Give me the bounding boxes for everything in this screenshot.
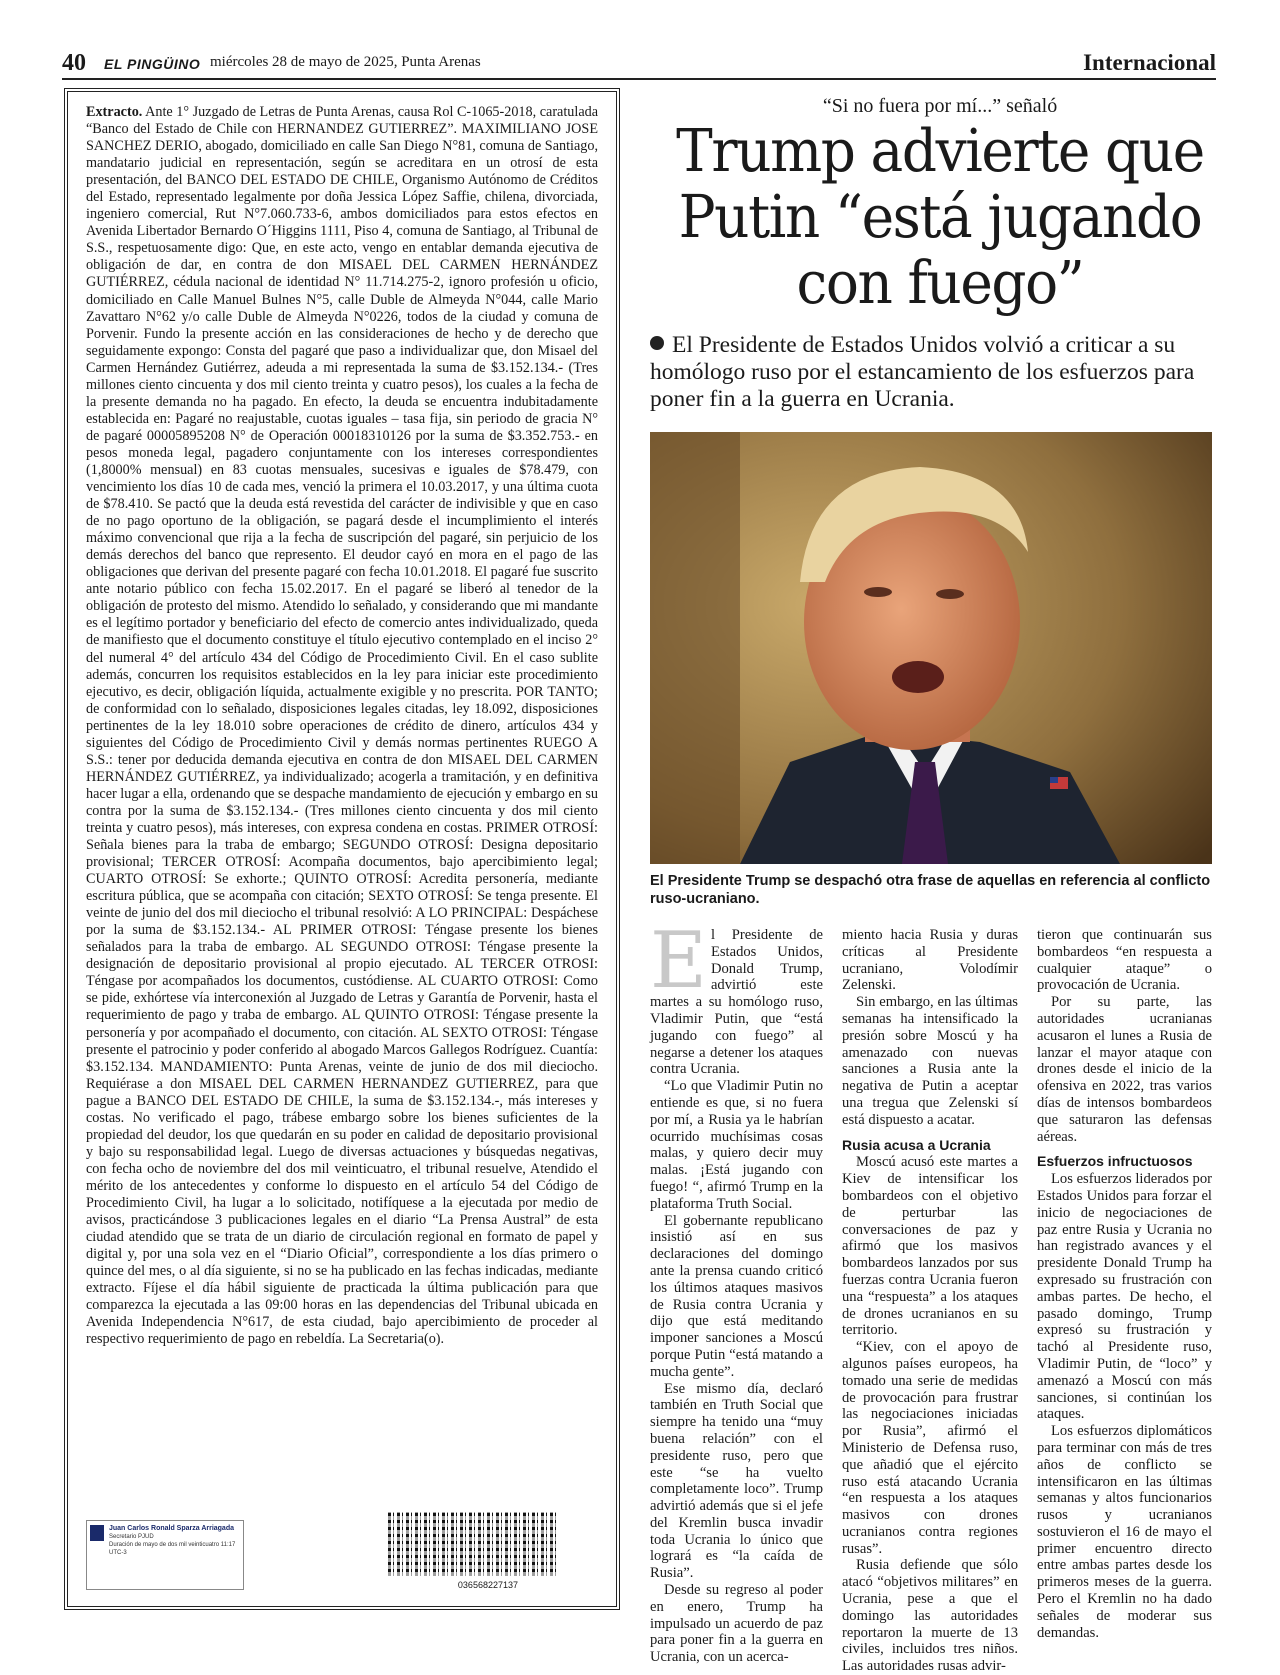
- trump-portrait-icon: [650, 432, 1212, 864]
- section-title: Internacional: [1083, 50, 1216, 75]
- dateline: miércoles 28 de mayo de 2025, Punta Arenas: [210, 54, 481, 70]
- verification-code-icon: [388, 1512, 558, 1576]
- page-header: [62, 50, 1216, 78]
- bullet-icon: [650, 336, 664, 350]
- notice-footer: [86, 1512, 598, 1596]
- pjud-logo-icon: [90, 1525, 104, 1541]
- signature-detail: Duración de mayo de dos mil veinticuatro 11:17: [109, 1542, 236, 1548]
- article-column-1: [650, 916, 823, 1666]
- article-kicker: “Si no fuera por mí...” señaló: [822, 95, 1058, 117]
- paragraph: l Presidente de Estados Unidos, Donald Trump, advirtió este martes a su homólogo ruso, Vladimir Putin, que “está jugando con fuego” al negarse a detener los ataques contra Ucrania.: [650, 927, 823, 1078]
- paragraph: Sin embargo, en las últimas semanas ha intensificado la presión sobre Moscú y ha amenazado con nuevas sanciones a Rusia ante la negativa de Putin a aceptar una tregua que Zelenski sí está dispuesto a acatar.: [842, 994, 1018, 1128]
- paragraph: Los esfuerzos liderados por Estados Unidos para forzar el inicio de negociaciones de paz entre Rusia y Ucrania no han registrado avances y el presidente Donald Trump ha expresado su frustración con ambas partes. De hecho, el pasado domingo, Trump expresó su frustración y tachó al Presidente ruso, Vladimir Putin, de “loco” y amenazó a Moscú con más sanciones, si continúan los ataques.: [1037, 1171, 1212, 1423]
- paragraph: Desde su regreso al poder en enero, Trump ha impulsado un acuerdo de paz para poner fin a la guerra en Ucrania, con un acerca-: [650, 1582, 823, 1666]
- notice-lead: Extracto.: [86, 104, 143, 120]
- signature-timezone: UTC-3: [109, 1550, 127, 1556]
- page-number: 40: [62, 50, 86, 76]
- paragraph: “Lo que Vladimir Putin no entiende es que, si no fuera por mí, a Rusia ya le habrían ocurrido muchísimas cosas malas, y quiero decir muy malas. ¡Está jugando con fuego! “, afirmó Trump en la plataforma Truth Social.: [650, 1078, 823, 1212]
- subheading: Esfuerzos infructuosos: [1037, 1153, 1193, 1170]
- photo-caption: El Presidente Trump se despachó otra frase de aquellas en referencia al conflicto ruso-ucraniano.: [650, 873, 1211, 907]
- notice-text: [86, 104, 598, 1348]
- signature-name: Juan Carlos Ronald Sparza Arriagada: [109, 1525, 234, 1532]
- notice-body: Ante 1° Juzgado de Letras de Punta Arenas, causa Rol C-1065-2018, caratulada “Banco del Estado de Chile con HERNANDEZ GUTIERREZ”. MAXIMILIANO JOSE SANCHEZ DERIO, abogado, domiciliado en calle San Diego N°81, comuna de Santiago, mandatario judicial en representación, según se acreditara en un otrosí de esta presentación, del BANCO DEL ESTADO DE CHILE, Organismo Autónomo de Créditos del Estado, representado legalmente por doña Jessica López Saffie, chilena, divorciada, ingeniero comercial, Rut N°7.060.733-6, ambos domiciliados para estos efectos en Avenida Libertador Bernardo O´Higgins 1111, Piso 4, comuna de Santiago, al Tribunal de S.S., respetuosamente digo: Que, en este acto, vengo en entablar demanda ejecutiva de obligación de dar, en contra de don MISAEL DEL CARMEN HERNÁNDEZ GUTIÉRREZ, cédula nacional de identidad N° 11.714.275-2, ignoro profesión u oficio, domiciliado en Calle Manuel Bulnes N°5, calle Duble de Almeyda N°044, calle Mario Zavattaro N°62 y/o calle Duble de Almeyda N°0226, todos de la ciudad y comuna de Porvenir. Fundo la presente acción en las consideraciones de hecho y de derecho que seguidamente expongo: Consta del pagaré que paso a individualizar que, don Misael del Carmen Hernández Gutiérrez, adeuda a mi representada la suma de $3.152.134.- (Tres millones ciento cincuenta y dos mil ciento treinta y cuatro pesos), los cuales a la fecha de la presente demanda no ha pagado. En efecto, la deuda se encuentra indubitadamente establecida en: Pagaré no reajustable, cuotas iguales – tasa fija, sin periodo de gracia N° de pagaré 00005895208 N° de Operación 00018310126 por la suma de $3.352.753.- en pesos moneda legal, pagadero conjuntamente con los intereses correspondientes (1,8000% mensual) en 83 cuotas mensuales, sucesivas e iguales de $78.479, con vencimiento los días 10 de cada mes, venció la primera el 10.03.2017, y una última cuota de $78.410. Se pactó que la deuda está revestida del carácter de indivisible y que en caso de no pago oportuno de la obligación, se pagará desde el incumplimiento el interés máximo convencional que rija a la fecha de suscripción del pagaré, sin perjuicio de los demás derechos del banco que represento. El deudor cayó en mora en el pago de las obligaciones que derivan del presente pagaré con fecha 10.01.2018. El pagaré fue suscrito ante notario público con fecha 15.02.2017. En el pagaré se liberó al tenedor de la obligación de protesto del mismo. Atendido lo señalado, y considerando que mi mandante es el legítimo portador y beneficiario del efecto de comercio antes individualizado, queda de manifiesto que el documento constituye el título ejecutivo contemplado en el inciso 2° del numeral 4° del artículo 434 del Código de Procedimiento Civil. En el caso sublite además, concurren los requisitos establecidos en la ley para iniciar este procedimiento ejecutivo, es decir, obligación líquida, actualmente exigible y no prescrita. POR TANTO; de conformidad con lo señalado, disposiciones legales citadas, ley 18.092, disposiciones pertinentes de la ley 18.010 sobre operaciones de crédito de dinero, artículos 434 y siguientes del Código de Procedimiento Civil y demás normas pertinentes RUEGO A S.S.: tener por deducida demanda ejecutiva en contra de don MISAEL DEL CARMEN HERNÁNDEZ GUTIÉRREZ, ya individualizado; acogerla a tramitación, y en definitiva hacer lugar a ella, ordenando que se despache mandamiento de ejecución y embargo en su contra por la suma de $3.152.134.- (Tres millones ciento cincuenta y dos mil ciento treinta y cuatro pesos), más intereses, con expresa condena en costas. PRIMER OTROSÍ: Señala bienes para la traba de embargo; SEGUNDO OTROSÍ: Designa depositario provisional; TERCER OTROSÍ: Acompaña documentos, bajo apercibimiento legal; CUARTO OTROSÍ: Se exhorte.; QUINTO OTROSÍ: Acredita personería, mediante escritura pública, que se acompaña con citación; SEXTO OTROSÍ: Se tenga presente. El veinte de junio del dos mil dieciocho el tribunal resolvió: A LO PRINCIPAL: Despáchese por la suma de $3.152.134.- AL PRIMER OTROSI: Téngase presente los bienes señalados para la traba de embargo. AL SEGUNDO OTROSI: Téngase presente la designación de depositario provisional al propio ejecutado. AL TERCER OTROSI: Téngase por acompañados los documentos, custódiense. AL CUARTO OTROSI: Como se pide, exhórtese vía interconexión al Juzgado de Letras y Garantía de Porvenir, hasta el requerimiento de pago y traba de embargo. AL QUINTO OTROSI: Téngase presente la personería y por acompañado el documento, con citación. AL SEXTO OTROSI: Téngase presente el patrocinio y poder conferido al abogado Marcos Gallegos Rodríguez. Cuantía: $3.152.134. MANDAMIENTO: Punta Arenas, veinte de junio de dos mil dieciocho. Requiérase a don MISAEL DEL CARMEN HERNANDEZ GUTIERREZ, para que pague a BANCO DEL ESTADO DE CHILE, la suma de $3.152.134.-, más intereses y costas. No verificado el pago, trábese embargo sobre los bienes suficientes de la propiedad del deudor, los que quedarán en su poder en calidad de depositario provisional y bajo su responsabilidad legal. Luego de diversas actuaciones y búsquedas negativas, con fecha ocho de noviembre del dos mil veinticuatro, el tribunal resuelve, Atendido el mérito de los antecedentes y conforme lo dispuesto en el artículo 54 del Código de Procedimiento Civil, ha lugar a lo solicitado, notifíquese a la ejecutada por medio de avisos, practicándose 3 publicaciones legales en el diario “La Prensa Austral” de esta ciudad atendido que se trata de un diario de circulación regional en formato de papel y digital y, por una sola vez en el “Diario Oficial”, correspondiente a los días primero o quince del mes, o al día siguiente, si no se ha publicado en las fechas indicadas, mediante extracto. Fíjese el día hábil siguiente de practicada la última publicación para que comparezca la ejecutada a las 09:00 horas en las dependencias del Tribunal ubicada en Avenida Independencia N°617, de esta ciudad, bajo apercibimiento de proceder al respectivo requerimiento de pago en rebeldía. La Secretaria(o).: [86, 104, 599, 1348]
- newspaper-logo: EL PINGÜINO: [104, 56, 201, 72]
- paragraph: Los esfuerzos diplomáticos para terminar con más de tres años de conflicto se intensificaron en las últimas semanas y altos funcionarios rusos y ucranianos sostuvieron el 16 de mayo el primer encuentro directo entre ambas partes desde los primeros meses de la guerra. Pero el Kremlin no ha dado señales de moderar sus demandas.: [1037, 1423, 1212, 1641]
- legal-notice: [64, 88, 620, 1610]
- subheading: Rusia acusa a Ucrania: [842, 1136, 991, 1153]
- verification-number: 036568227137: [457, 1580, 518, 1590]
- paragraph: El gobernante republicano insistió así en sus declaraciones del domingo ante la prensa cuando criticó los últimos ataques masivos de Rusia contra Ucrania y dijo que está meditando imponer sanciones a Moscú porque Putin “está matando a mucha gente”.: [650, 1212, 823, 1380]
- paragraph: miento hacia Rusia y duras críticas al Presidente ucraniano, Volodímir Zelenski.: [842, 927, 1018, 994]
- dropcap: E: [650, 916, 707, 1006]
- paragraph: tieron que continuarán sus bombardeos “en respuesta a cualquier ataque” o provocación de Ucrania.: [1037, 927, 1212, 994]
- paragraph: Moscú acusó este martes a Kiev de intensificar los bombardeos con el objetivo de perturbar las conversaciones de paz y afirmó que los masivos bombardeos lanzados por sus fuerzas contra Ucrania fueron una “respuesta” a los ataques de drones ucranianos en su territorio.: [842, 1154, 1018, 1339]
- article-column-2: [842, 927, 1018, 1675]
- paragraph: “Kiev, con el apoyo de algunos países europeos, ha tomado una serie de medidas de provocación para frustrar las negociaciones iniciadas por Rusia”, afirmó el Ministerio de Defensa ruso, que añadió que el ejército ruso está atacando Ucrania “en respuesta a los ataques masivos con drones ucranianos contra regiones rusas”.: [842, 1339, 1018, 1557]
- signature-role: Secretario PJUD: [109, 1534, 154, 1540]
- paragraph: Rusia defiende que sólo atacó “objetivos militares” en Ucrania, pese a que el domingo las autoridades reportaron la muerte de 13 civiles, incluidos tres niños. Las autoridades rusas advir-: [842, 1557, 1018, 1675]
- article-column-3: [1037, 927, 1212, 1641]
- article-headline: Trump advierte que Putin “está jugando con fuego”: [676, 116, 1204, 317]
- paragraph: Por su parte, las autoridades ucranianas acusaron el lunes a Rusia de lanzar el mayor ataque con drones desde el inicio de la ofensiva en 2022, tras varios días de intensos bombardeos que saturaron las defensas aéreas.: [1037, 994, 1212, 1145]
- article-subhead: [650, 332, 1220, 413]
- subhead-text: El Presidente de Estados Unidos volvió a criticar a su homólogo ruso por el estancamiento de los esfuerzos para poner fin a la guerra en Ucrania.: [650, 332, 1195, 412]
- electronic-signature: [86, 1520, 244, 1590]
- article-photo: [650, 432, 1212, 864]
- paragraph: Ese mismo día, declaró también en Truth Social que siempre ha tenido una “muy buena relación” con el presidente ruso, pero que este “se ha vuelto completamente loco”. Trump advirtió además que si el jefe del Kremlin busca invadir toda Ucrania lo único que logrará es “la caída de Rusia”.: [650, 1380, 823, 1582]
- header-rule: [62, 78, 1216, 80]
